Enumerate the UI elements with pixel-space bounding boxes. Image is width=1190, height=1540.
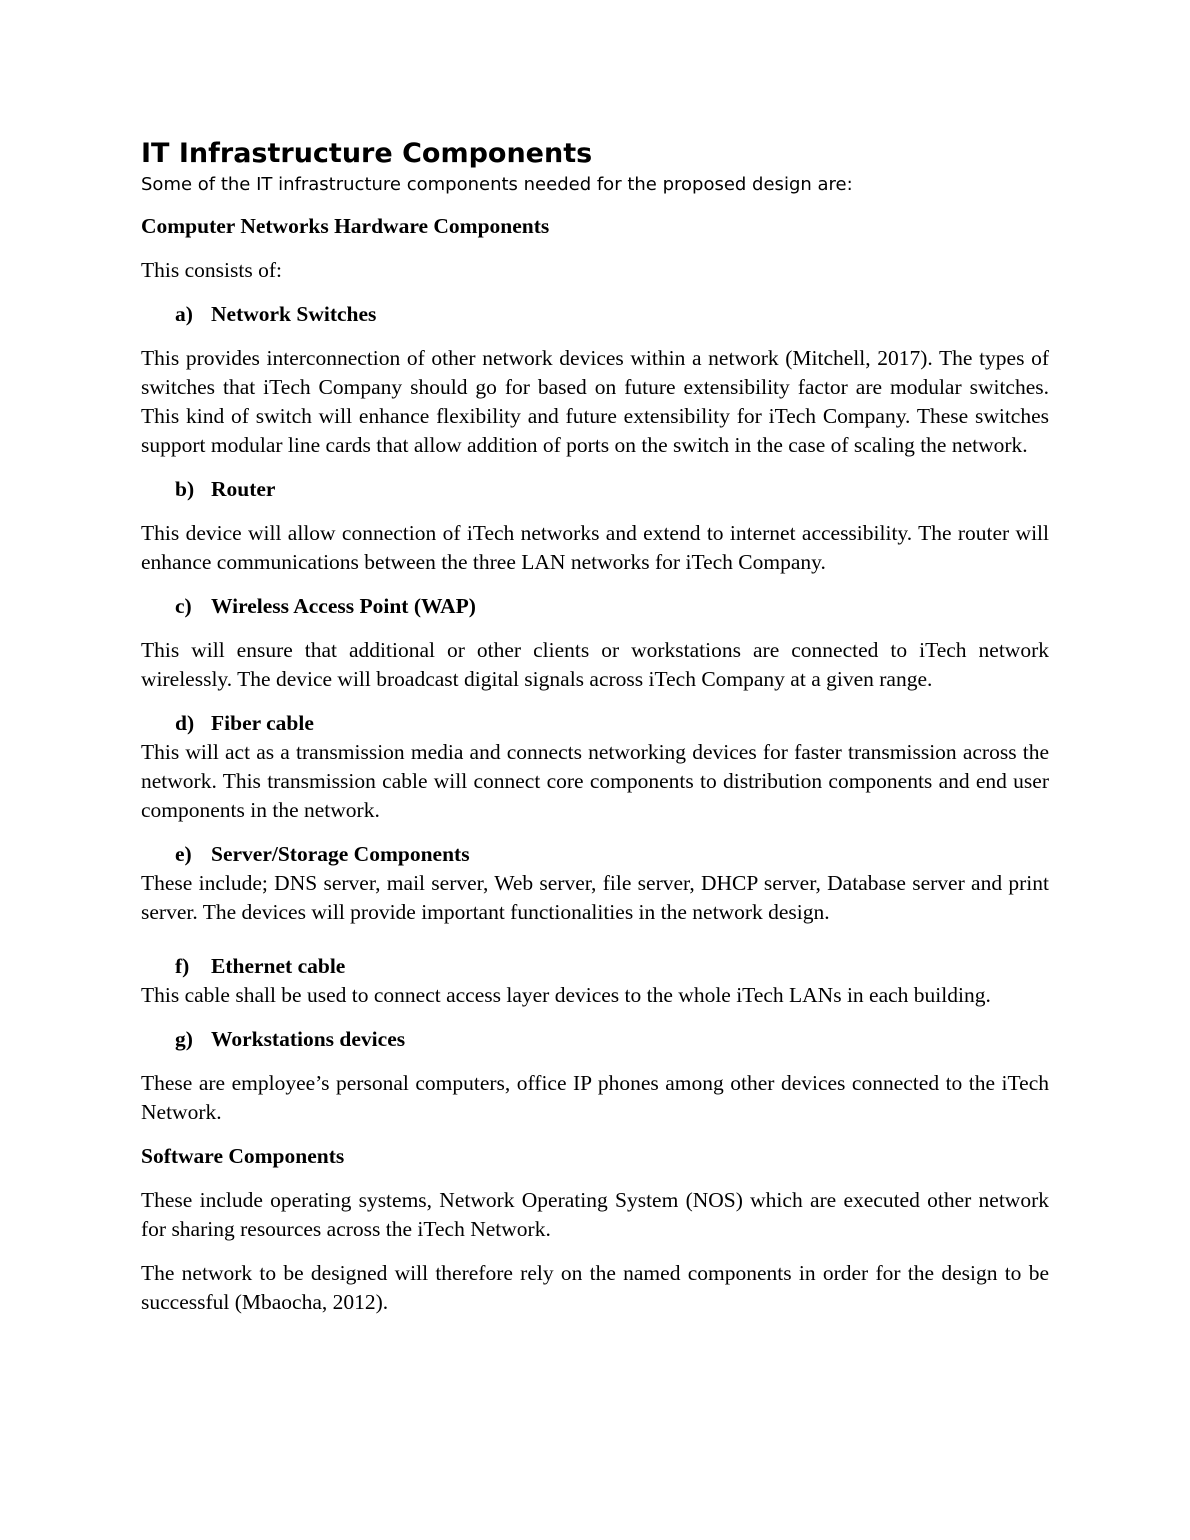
conclusion-paragraph: The network to be designed will therefore rely on the named components in order for the design to be successful (Mbaocha, 2012). bbox=[141, 1261, 1049, 1314]
item-body-ethernet-cable: This cable shall be used to connect access layer devices to the whole iTech LANs in each building. bbox=[141, 983, 991, 1007]
intro-paragraph: Some of the IT infrastructure components needed for the proposed design are: bbox=[141, 174, 853, 195]
item-body-wireless-access-point: This will ensure that additional or other clients or workstations are connected to iTech network wirelessly. The device will broadcast digital signals across iTech Company at a given range. bbox=[141, 638, 1049, 691]
item-marker: e) bbox=[175, 842, 192, 866]
document-title: IT Infrastructure Components bbox=[141, 138, 593, 169]
spacer bbox=[141, 927, 1049, 952]
item-heading-server-storage bbox=[141, 840, 1049, 869]
item-heading-ethernet-cable bbox=[141, 952, 1049, 981]
item-heading-network-switches bbox=[141, 300, 1049, 329]
item-marker: a) bbox=[175, 302, 193, 326]
item-heading-label: Network Switches bbox=[211, 302, 377, 326]
item-marker: f) bbox=[175, 954, 190, 978]
consists-of-text: This consists of: bbox=[141, 258, 282, 282]
software-section-heading: Software Components bbox=[141, 1144, 345, 1168]
item-body-network-switches: This provides interconnection of other network devices within a network (Mitchell, 2017). The types of switches that iTech Company should go for based on future extensibility factor are modular switches. This kind of switch will enhance flexibility and future extensibility for iTech Company. These switches support modular line cards that allow addition of ports on the switch in the case of scaling the network. bbox=[141, 346, 1049, 457]
item-body-router: This device will allow connection of iTech networks and extend to internet accessibility. The router will enhance communications between the three LAN networks for iTech Company. bbox=[141, 521, 1049, 574]
item-heading-label: Router bbox=[211, 477, 276, 501]
item-marker: b) bbox=[175, 477, 195, 501]
hardware-section-heading: Computer Networks Hardware Components bbox=[141, 214, 550, 238]
item-heading-workstations-devices bbox=[141, 1025, 1049, 1054]
software-body: These include operating systems, Network Operating System (NOS) which are executed other network for sharing resources across the iTech Network. bbox=[141, 1188, 1049, 1241]
item-heading-label: Workstations devices bbox=[211, 1027, 406, 1051]
item-heading-wireless-access-point bbox=[141, 592, 1049, 621]
item-heading-fiber-cable bbox=[141, 709, 1049, 738]
item-body-server-storage: These include; DNS server, mail server, Web server, file server, DHCP server, Database server and print server. The devices will provide important functionalities in the network design. bbox=[141, 871, 1049, 924]
item-body-workstations-devices: These are employee’s personal computers, office IP phones among other devices connected to the iTech Network. bbox=[141, 1071, 1049, 1124]
item-heading-label: Fiber cable bbox=[211, 711, 314, 735]
item-heading-label: Server/Storage Components bbox=[211, 842, 470, 866]
item-heading-label: Ethernet cable bbox=[211, 954, 346, 978]
document-content bbox=[141, 136, 1049, 1332]
item-heading-label: Wireless Access Point (WAP) bbox=[211, 594, 476, 618]
item-marker: c) bbox=[175, 594, 192, 618]
item-body-fiber-cable: This will act as a transmission media and connects networking devices for faster transmission across the network. This transmission cable will connect core components to distribution components and end user components in the network. bbox=[141, 740, 1049, 822]
item-marker: d) bbox=[175, 711, 195, 735]
item-heading-router bbox=[141, 475, 1049, 504]
item-marker: g) bbox=[175, 1027, 193, 1051]
